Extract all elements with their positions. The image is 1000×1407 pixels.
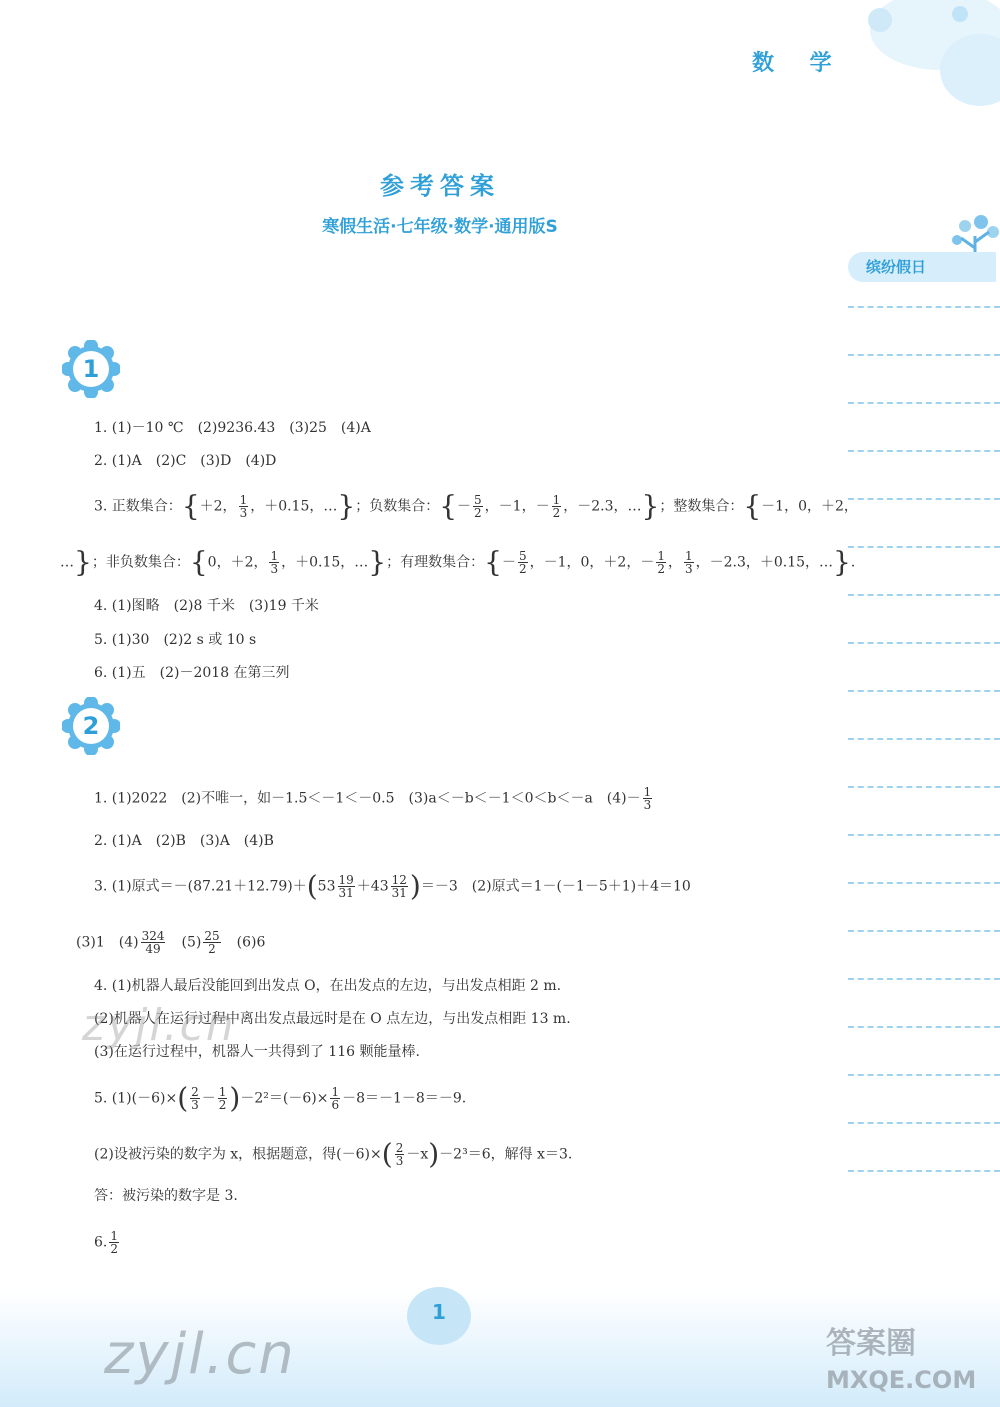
note-line xyxy=(848,978,1000,1026)
note-line xyxy=(848,402,1000,450)
note-line xyxy=(848,1122,1000,1170)
brace: { xyxy=(189,545,208,579)
note-line xyxy=(848,738,1000,786)
answer-1-3-part2 xyxy=(60,545,865,579)
note-line xyxy=(848,450,1000,498)
note-line xyxy=(848,882,1000,930)
fraction: $\frac{25}{2}$ xyxy=(204,929,220,956)
text: ，－2.3，… xyxy=(563,498,642,515)
text: ；有理数集合： xyxy=(386,554,485,571)
fraction: $\frac{1}{2}$ xyxy=(552,493,561,520)
text: －1，0，＋2， xyxy=(761,498,858,515)
fraction: $\frac{1}{6}$ xyxy=(331,1085,340,1112)
text: (3)1 (4) xyxy=(76,934,139,951)
text: －2³＝6，解得 x＝3. xyxy=(439,1146,573,1163)
note-line xyxy=(848,1074,1000,1122)
note-line xyxy=(848,690,1000,738)
text: －x xyxy=(406,1146,429,1163)
text: ，－1，－ xyxy=(484,498,550,515)
text: 3. 正数集合： xyxy=(94,498,182,515)
fraction: $\frac{324}{49}$ xyxy=(141,929,165,956)
text: － xyxy=(501,554,516,571)
answer-1-6: 6. (1)五 (2)－2018 在第三列 xyxy=(94,665,290,681)
section-badge-1 xyxy=(62,340,120,398)
brace: } xyxy=(368,545,387,579)
text: ． xyxy=(850,554,865,571)
answer-2-5-1 xyxy=(94,1081,467,1115)
text: ，＋0.15，… xyxy=(250,498,338,515)
brace: } xyxy=(74,545,92,579)
answer-1-5: 5. (1)30 (2)2 s 或 10 s xyxy=(94,632,257,648)
text: － xyxy=(201,1090,216,1107)
paren: ) xyxy=(409,869,421,903)
text: ＋43 xyxy=(356,878,389,895)
note-line xyxy=(848,642,1000,690)
answer-2-2: 2. (1)A (2)B (3)A (4)B xyxy=(94,833,274,849)
note-line xyxy=(848,1170,1000,1218)
paren: ( xyxy=(306,869,318,903)
text: 5. (1)(－6)× xyxy=(94,1090,178,1107)
answer-1-3-part1 xyxy=(94,489,858,523)
answer-2-4-2: (2)机器人在运行过程中离出发点最远时是在 O 点左边，与出发点相距 13 m. xyxy=(94,1011,571,1027)
text: ＝－3 (2)原式＝1－(－1－5＋1)＋4＝10 xyxy=(420,878,691,895)
answer-2-3 xyxy=(94,869,691,903)
text: ；负数集合： xyxy=(355,498,440,515)
brace: { xyxy=(743,489,762,523)
sidebar-label: 缤纷假日 xyxy=(848,252,996,282)
fraction: $\frac{2}{3}$ xyxy=(191,1085,199,1112)
subject-label: 数 学 xyxy=(752,51,846,76)
text: 0，＋2， xyxy=(207,554,268,571)
text: ；整数集合： xyxy=(659,498,744,515)
answer-1-2: 2. (1)A (2)C (3)D (4)D xyxy=(94,453,277,469)
fraction: $\frac{1}{2}$ xyxy=(110,1229,118,1256)
fraction: $\frac{5}{2}$ xyxy=(474,493,482,520)
text: 1. (1)2022 (2)不唯一，如－1.5＜－1＜－0.5 (3)a＜－b＜－1＜0＜b＜－a (4)－ xyxy=(94,790,641,807)
text: 53 xyxy=(317,878,336,895)
paren: ) xyxy=(428,1137,440,1171)
page-number: 1 xyxy=(432,1300,446,1324)
note-line xyxy=(848,594,1000,642)
watermark-mxqe: MXQE.COM xyxy=(826,1366,977,1394)
text: ，－1，0，＋2，－ xyxy=(529,554,655,571)
text: (5) xyxy=(167,934,202,951)
paren: ) xyxy=(229,1081,241,1115)
text: (6)6 xyxy=(222,934,266,951)
answer-1-1: 1. (1)－10 ℃ (2)9236.43 (3)25 (4)A xyxy=(94,420,371,436)
fraction: $\frac{1}{2}$ xyxy=(218,1085,227,1112)
top-decoration xyxy=(820,0,1000,110)
note-line xyxy=(848,834,1000,882)
brace: } xyxy=(641,489,660,523)
note-line xyxy=(848,354,1000,402)
answer-2-4-3: (3)在运行过程中，机器人一共得到了 116 颗能量棒. xyxy=(94,1044,420,1060)
text: －2²＝(－6)× xyxy=(240,1090,329,1107)
brace: { xyxy=(439,489,458,523)
text: ；非负数集合： xyxy=(91,554,190,571)
fraction: $\frac{19}{31}$ xyxy=(338,873,354,900)
text: －8＝－1－8＝－9. xyxy=(342,1090,467,1107)
answer-2-6 xyxy=(94,1230,121,1255)
text: ，－2.3，＋0.15，… xyxy=(695,554,834,571)
fraction: $\frac{1}{3}$ xyxy=(643,785,652,812)
note-line xyxy=(848,498,1000,546)
note-line xyxy=(848,930,1000,978)
fraction: $\frac{5}{2}$ xyxy=(518,549,527,576)
brace: { xyxy=(181,489,200,523)
answer-2-3b xyxy=(76,930,265,955)
watermark-answer-circle: 答案圈 xyxy=(826,1326,916,1361)
page-title: 参考答案 xyxy=(380,172,500,200)
fraction: $\frac{1}{3}$ xyxy=(684,549,693,576)
fraction: $\frac{1}{3}$ xyxy=(270,549,279,576)
note-line xyxy=(848,786,1000,834)
answer-2-5-2 xyxy=(94,1137,573,1171)
text: ， xyxy=(667,554,682,571)
paren: ( xyxy=(381,1137,393,1171)
section-number: 1 xyxy=(82,355,100,383)
text: ，＋0.15，… xyxy=(281,554,369,571)
fraction: $\frac{12}{31}$ xyxy=(391,873,407,900)
fraction: $\frac{2}{3}$ xyxy=(395,1141,404,1168)
text: 3. (1)原式＝－(87.21＋12.79)＋ xyxy=(94,878,307,895)
note-line xyxy=(848,306,1000,354)
fraction: $\frac{1}{2}$ xyxy=(657,549,665,576)
brace: { xyxy=(484,545,502,579)
paren: ( xyxy=(177,1081,189,1115)
watermark-overlay: zyjl.cn xyxy=(82,1000,236,1051)
note-line xyxy=(848,1026,1000,1074)
text: ＋2， xyxy=(199,498,237,515)
sidebar-note-lines xyxy=(848,306,1000,1218)
answer-2-5-3: 答：被污染的数字是 3. xyxy=(94,1188,238,1204)
section-badge-2 xyxy=(62,697,120,755)
answer-1-4: 4. (1)图略 (2)8 千米 (3)19 千米 xyxy=(94,598,319,614)
brace: } xyxy=(833,545,851,579)
note-line xyxy=(848,546,1000,594)
text: 6. xyxy=(94,1234,108,1251)
section-number: 2 xyxy=(82,712,100,740)
page-subtitle: 寒假生活·七年级·数学·通用版S xyxy=(322,217,558,237)
fraction: $\frac{1}{3}$ xyxy=(239,493,248,520)
brace: } xyxy=(337,489,356,523)
answer-2-1 xyxy=(94,786,654,811)
watermark-zyjl: zyjl.cn xyxy=(104,1322,296,1387)
text: … xyxy=(60,554,74,571)
text: (2)设被污染的数字为 x，根据题意，得(－6)× xyxy=(94,1146,382,1163)
answer-2-4-1: 4. (1)机器人最后没能回到出发点 O，在出发点的左边，与出发点相距 2 m. xyxy=(94,978,562,994)
text: － xyxy=(457,498,472,515)
